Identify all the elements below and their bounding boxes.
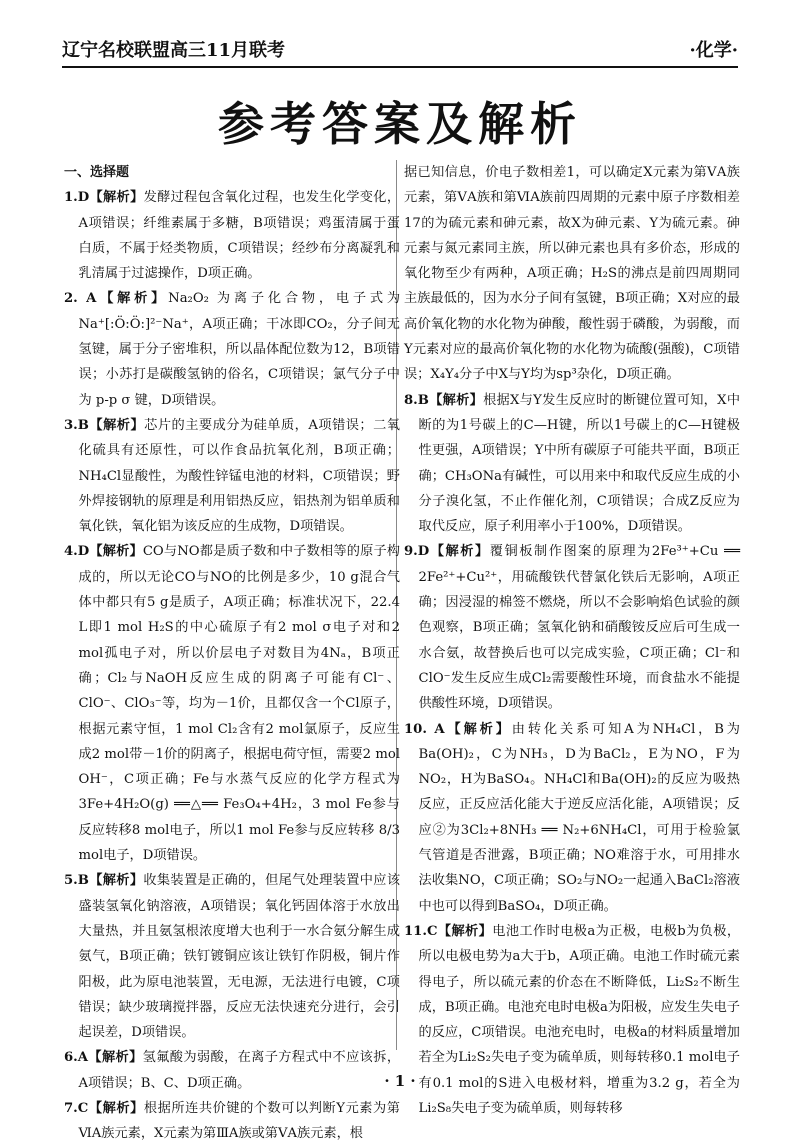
answer-number: 11.C <box>404 923 438 939</box>
answer-item <box>64 868 400 1045</box>
answer-item <box>404 388 740 540</box>
analysis-tag: 【解析】 <box>89 544 143 560</box>
answer-item <box>404 539 740 716</box>
analysis-tag: 【解析】 <box>88 1050 143 1066</box>
page-header <box>62 28 738 68</box>
answer-text: 电池工作时电极a为正极，电极b为负极，所以电极电势为a大于b，A项正确。电池工作时硫元素得电子，所以硫元素的价态在不断降低，Li₂S₂不断生成，B项正确。电池充电时电极a为阳极，应发生失电子的反应，C项错误。电池充电时，电极a的材料质量增加若全为Li₂S₂失电子变为硫单质，则每转移0.1 mol电子有0.1 mol的S进入电极材料，增重为3.2 g，若全为Li₂S₈失电子变为硫单质，则每转移 <box>418 923 741 1116</box>
answer-text: CO与NO都是质子数和中子数相等的原子构成的，所以无论CO与NO的比例是多少，10 g混合气体中都只有5 g是质子，A项正确；标准状况下，22.4 L即1 mol H₂S的中心硫原子有2 mol σ电子对和2 mol孤电子对，所以价层电子对数目为4Nₐ，B项正确；Cl₂与NaOH反应生成的阴离子可能有Cl⁻、ClO⁻、ClO₃⁻等，均为－1价，且都仅含一个Cl原子，根据元素守恒，1 mol Cl₂含有2 mol氯原子，反应生成2 mol带－1价的阴离子，根据电荷守恒，需要2 mol OH⁻，C项正确；Fe与水蒸气反应的化学方程式为3Fe+4H₂O(g) ══△══ Fe₃O₄+4H₂，3 mol Fe参与反应转移8 mol电子，所以1 mol Fe参与反应转移 8/3 mol电子，D项错误。 <box>78 544 400 864</box>
answer-text: Na₂O₂ 为离子化合物，电子式为 Na⁺[:Ö:Ö:]²⁻Na⁺，A项正确；干冰即CO₂，分子间无氢键，属于分子密堆积，所以晶体配位数为12，B项错误；小苏打是碳酸氢钠的俗名，C项错误；氯气分子中为 p-p σ 键，D项错误。 <box>78 291 401 408</box>
answer-text: 氢氟酸为弱酸，在离子方程式中不应该拆，A项错误；B、C、D项正确。 <box>78 1050 401 1091</box>
left-column <box>64 160 400 1147</box>
answer-text: 收集装置是正确的，但尾气处理装置中应该盛装氢氧化钠溶液，A项错误；氧化钙固体溶于水放出大量热，并且氨氢根浓度增大也利于一水合氨分解生成氨气，B项正确；铁钉镀铜应该让铁钉作阴极，铜片作阳极，此为原电池装置，无电源，无法进行电镀，C项错误；缺少玻璃搅拌器，反应无法快速充分进行，会引起误差，D项错误。 <box>78 873 401 1041</box>
analysis-tag: 【解析】 <box>88 873 144 889</box>
analysis-tag: 【解析】 <box>429 544 490 560</box>
analysis-tag: 【解析】 <box>428 392 484 408</box>
answer-number: 7.C <box>64 1100 89 1116</box>
answer-item <box>404 919 740 1121</box>
answer-text: 根据X与Y发生反应时的断键位置可知，X中断的为1号碳上的C—H键，所以1号碳上的C—H键极性更强，A项错误；Y中所有碳原子可能共平面，B项正确；CH₃ONa有碱性，可以用来中和取代反应生成的小分子溴化氢，不止作催化剂，C项错误；合成Z反应为取代反应，原子利用率小于100%，D项错误。 <box>418 392 741 535</box>
answer-item <box>64 413 400 539</box>
answer-item <box>404 160 740 388</box>
subject-label: ·化学· <box>689 40 738 61</box>
answer-number: 5.B <box>64 873 89 889</box>
answer-text: 覆铜板制作图案的原理为2Fe³⁺+Cu ══ 2Fe²⁺+Cu²⁺，用硫酸铁代替氯化铁后无影响，A项正确；因浸湿的棉签不燃烧，所以不会影响焰色试验的颜色观察，B项正确；氢氧化钠和硝酸铵反应后可生成一水合氨，故替换后也可以完成实验，C项正确；Cl⁻和ClO⁻发生反应生成Cl₂需要酸性环境，而食盐水不能提供酸性环境，D项错误。 <box>418 544 741 712</box>
answer-item <box>64 1096 400 1147</box>
analysis-tag: 【解析】 <box>88 1100 144 1116</box>
answer-text: 根据所连共价键的个数可以判断Y元素为第ⅥA族元素，X元素为第ⅢA族或第ⅤA族元素，根 <box>78 1100 400 1142</box>
answer-number: 3.B <box>64 417 89 433</box>
analysis-tag: 【解析】 <box>88 417 145 433</box>
answer-text: 由转化关系可知A为NH₄Cl，B为Ba(OH)₂，C为NH₃，D为BaCl₂，E为NO，F为NO₂，H为BaSO₄。NH₄Cl和Ba(OH)₂的反应为吸热反应，正反应活化能大于逆反应活化能，A项错误；反应②为3Cl₂+8NH₃ ══ N₂+6NH₄Cl，可用于检验氯气管道是否泄露，B项正确；NO难溶于水，可用排水法收集NO，C项正确；SO₂与NO₂一起通入BaCl₂溶液中也可以得到BaSO₄，D项正确。 <box>418 721 740 914</box>
answer-item <box>404 717 740 919</box>
answer-text: 芯片的主要成分为硅单质，A项错误；二氧化硫具有还原性，可以作食品抗氧化剂，B项正确；NH₄Cl显酸性，为酸性锌锰电池的材料，C项错误；野外焊接钢轨的原理是利用铝热反应，铝热剂为铝单质和氧化铁，氧化铝为该反应的生成物，D项错误。 <box>78 417 400 535</box>
right-column <box>404 160 740 1121</box>
answer-text: 据已知信息，价电子数相差1，可以确定X元素为第ⅤA族元素，第ⅤA族和第ⅥA族前四周期的元素中原子序数相差17的为硫元素和砷元素，故X为砷元素、Y为硫元素。砷元素与氮元素同主族，所以砷元素也具有多价态，形成的氧化物至少有两种，A项正确；H₂S的沸点是前四周期同主族最低的，因为水分子间有氢键，B项正确；X对应的最高价氧化物的水化物为砷酸，酸性弱于磷酸，为弱酸，而Y元素对应的最高价氧化物的水化物为硫酸(强酸)，C项错误；X₄Y₄分子中X与Y均为sp³杂化，D项正确。 <box>404 165 740 383</box>
answer-item <box>64 286 400 412</box>
page-title: 参考答案及解析 <box>218 97 582 151</box>
section-heading: 一、选择题 <box>64 165 130 180</box>
answer-number: 4.D <box>64 544 90 560</box>
answer-number: 1.D <box>64 190 90 206</box>
answer-number: 8.B <box>404 392 429 408</box>
answer-number: 6.A <box>64 1050 88 1066</box>
answer-text: 发酵过程包含氧化过程，也发生化学变化，A项错误；纤维素属于多糖，B项错误；鸡蛋清属于蛋白质，不属于烃类物质，C项错误；经纱布分离凝乳和乳清属于过滤操作，D项正确。 <box>78 190 401 282</box>
analysis-tag: 【解析】 <box>437 923 493 939</box>
page-number: · 1 · <box>384 1072 416 1090</box>
answer-item <box>64 185 400 286</box>
answer-number: 9.D <box>404 544 430 560</box>
answer-item <box>64 539 400 868</box>
answer-number: 10. A <box>404 721 445 737</box>
exam-name: 辽宁名校联盟高三11月联考 <box>62 40 286 61</box>
analysis-tag: 【解析】 <box>89 190 144 206</box>
analysis-tag: 【解析】 <box>444 721 512 737</box>
answer-number: 2. A <box>64 291 97 307</box>
analysis-tag: 【解析】 <box>96 291 169 307</box>
